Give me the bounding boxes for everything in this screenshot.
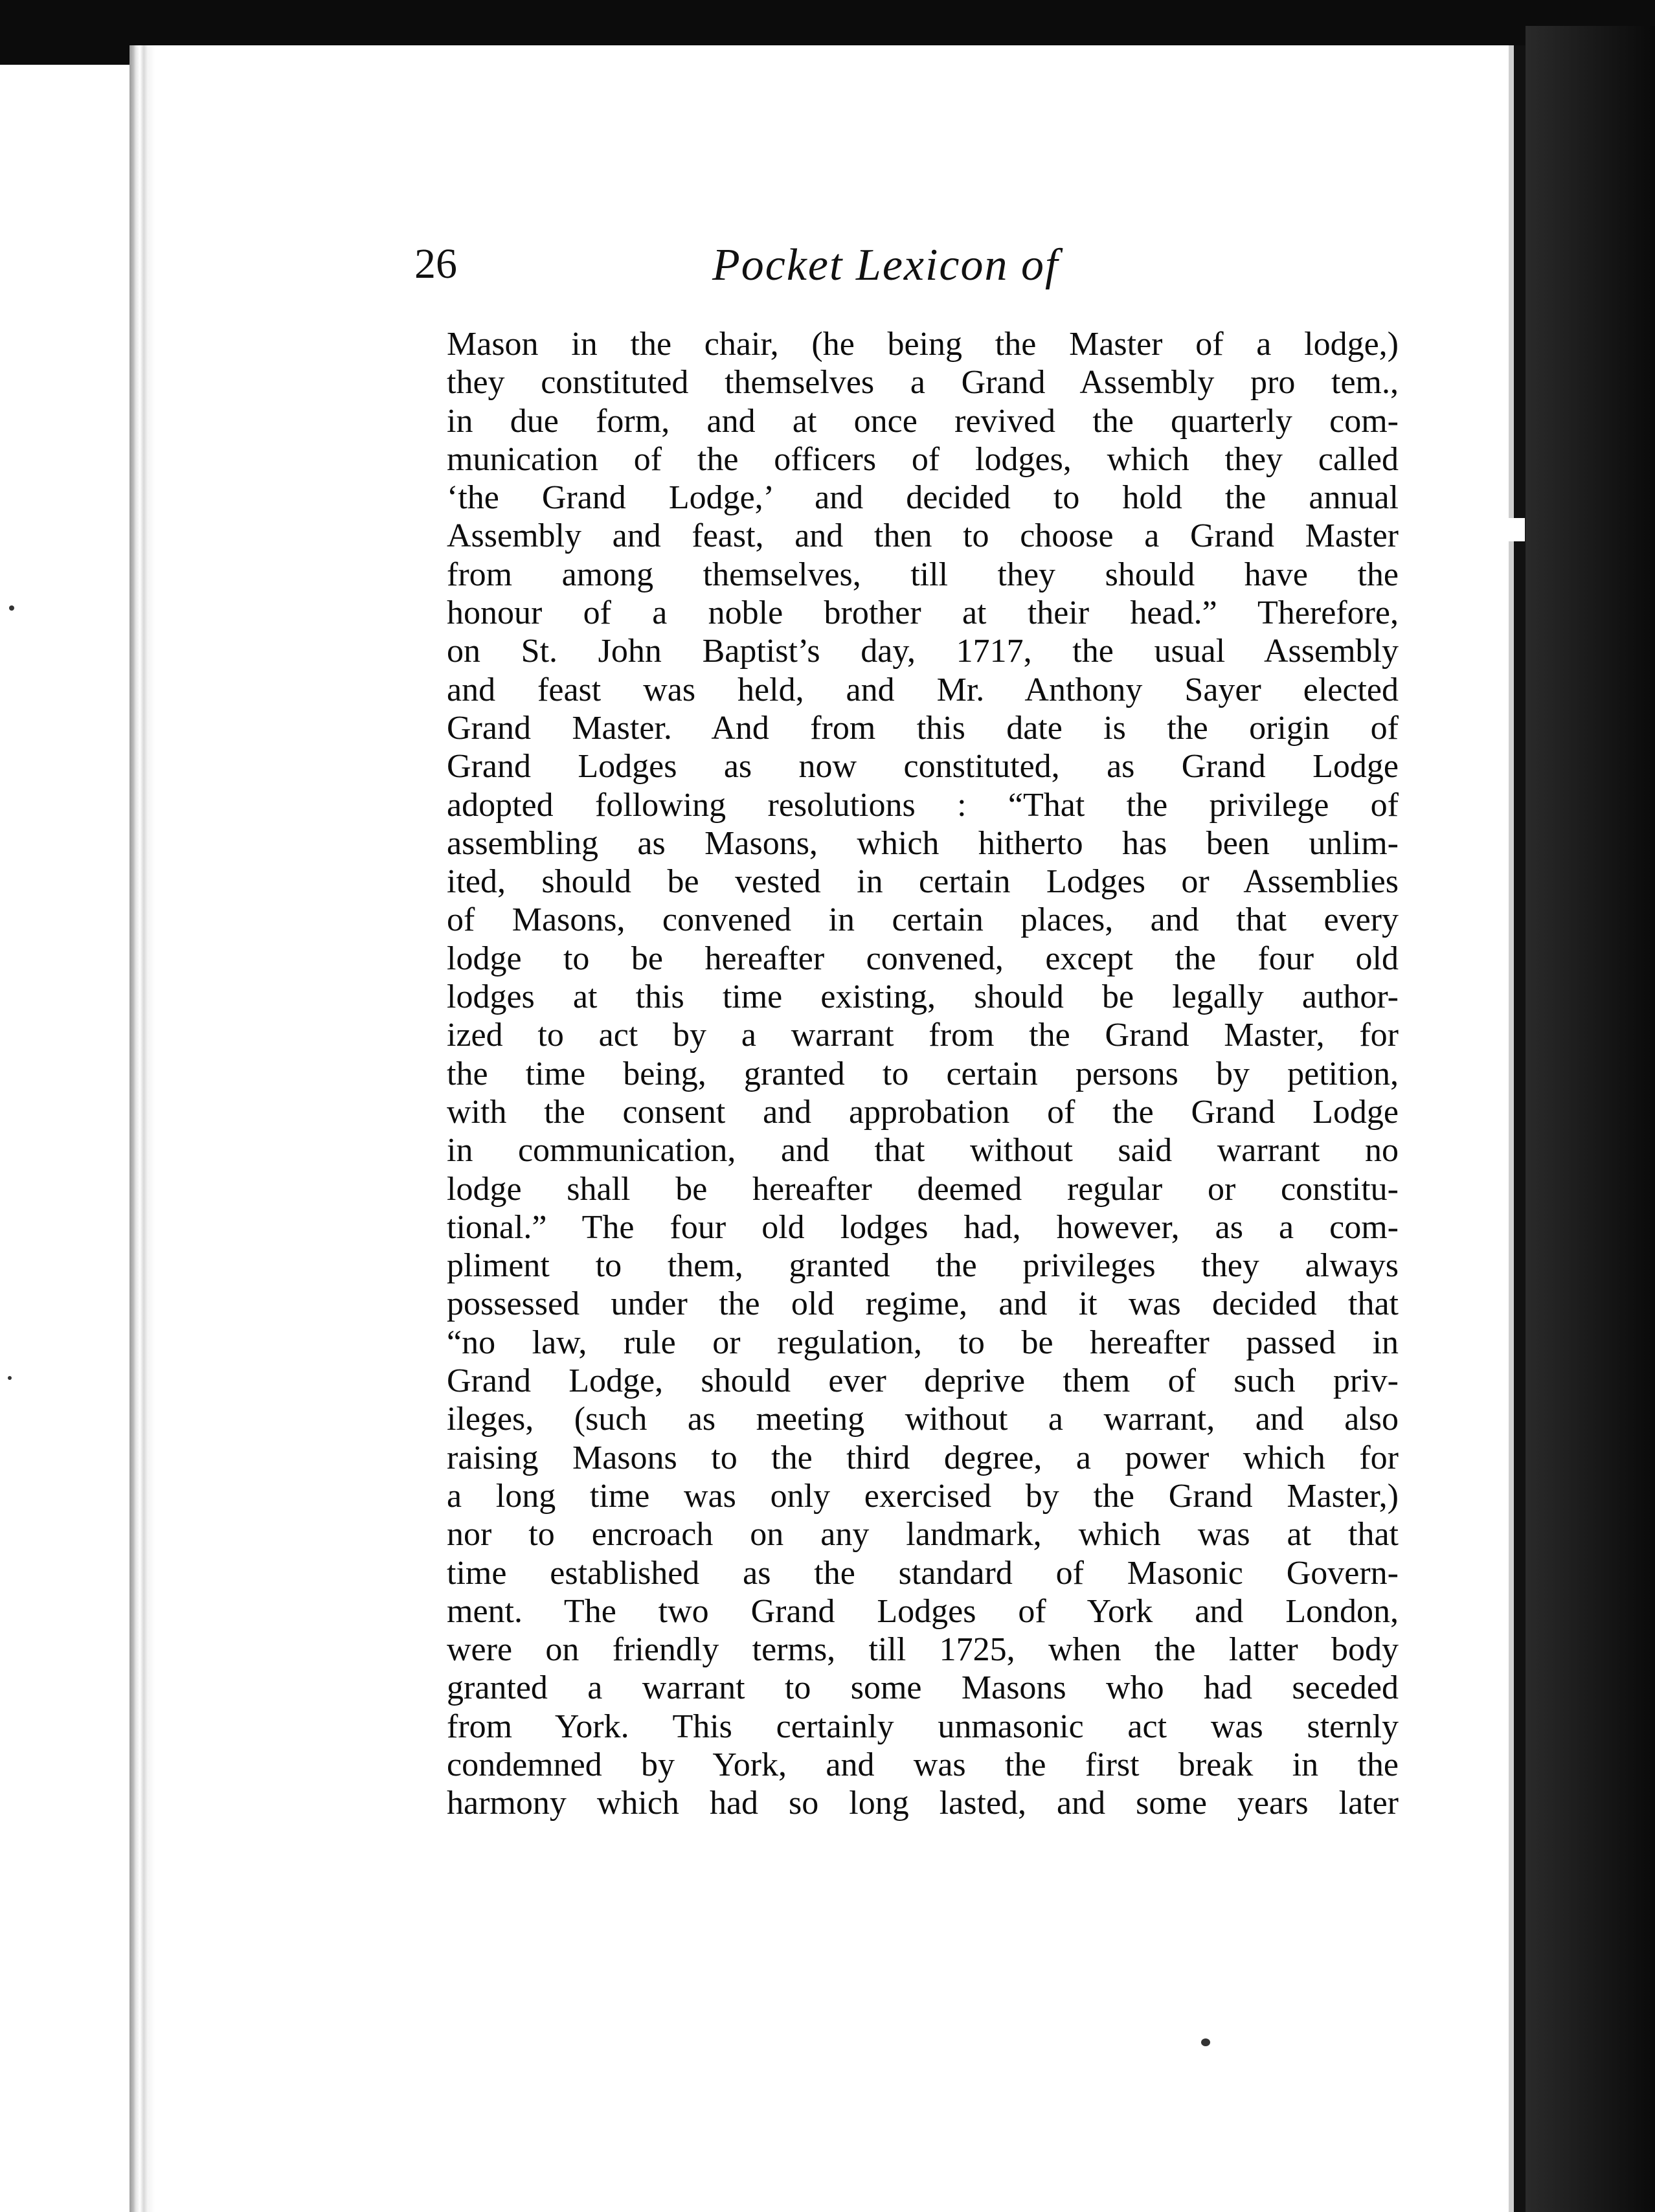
text-line: the time being, granted to certain persons by petition, xyxy=(447,1055,1399,1092)
text-line: Mason in the chair, (he being the Master of a lodge,) xyxy=(447,326,1399,363)
text-line: Assembly and feast, and then to choose a Grand Master xyxy=(447,517,1399,555)
text-line: ileges, (such as meeting without a warrant, and also xyxy=(447,1401,1399,1438)
text-line: in due form, and at once revived the quarterly com- xyxy=(447,402,1399,440)
scan-speck xyxy=(8,1376,12,1380)
scan-right-border xyxy=(1514,45,1526,2212)
text-line: adopted following resolutions : “That the privilege of xyxy=(447,786,1399,824)
text-line: Grand Lodge, should ever deprive them of such priv- xyxy=(447,1362,1399,1400)
text-line: with the consent and approbation of the Grand Lodge xyxy=(447,1093,1399,1131)
text-line: of Masons, convened in certain places, and that every xyxy=(447,901,1399,939)
text-line: condemned by York, and was the first break in the xyxy=(447,1746,1399,1783)
text-line: time established as the standard of Masonic Govern- xyxy=(447,1554,1399,1592)
scan-speck xyxy=(1201,2038,1210,2046)
text-line: tional.” The four old lodges had, however, as a com- xyxy=(447,1208,1399,1246)
text-line: lodge shall be hereafter deemed regular or constitu- xyxy=(447,1170,1399,1208)
text-line: nor to encroach on any landmark, which was at that xyxy=(447,1516,1399,1553)
page-header xyxy=(414,240,1399,304)
running-title: Pocket Lexicon of xyxy=(712,240,1059,290)
text-line: ized to act by a warrant from the Grand Master, for xyxy=(447,1017,1399,1054)
text-line: lodge to be hereafter convened, except the four old xyxy=(447,940,1399,977)
scan-speck xyxy=(9,605,14,611)
text-line: from York. This certainly unmasonic act was sternly xyxy=(447,1708,1399,1745)
text-line: from among themselves, till they should have the xyxy=(447,556,1399,593)
text-line: raising Masons to the third degree, a power which for xyxy=(447,1439,1399,1476)
text-line: in communication, and that without said warrant no xyxy=(447,1132,1399,1169)
text-line: Grand Lodges as now constituted, as Grand Lodge xyxy=(447,748,1399,785)
text-line: assembling as Masons, which hitherto has been unlim- xyxy=(447,824,1399,862)
text-line: “no law, rule or regulation, to be hereafter passed in xyxy=(447,1324,1399,1361)
text-line: on St. John Baptist’s day, 1717, the usual Assembly xyxy=(447,633,1399,670)
text-line: ited, should be vested in certain Lodges or Assemblies xyxy=(447,863,1399,901)
page-edge-shadow xyxy=(1509,45,1514,2212)
body-text xyxy=(447,325,1399,1823)
text-line: they constituted themselves a Grand Assembly pro tem., xyxy=(447,364,1399,401)
text-line: ment. The two Grand Lodges of York and London, xyxy=(447,1592,1399,1630)
border-notch xyxy=(1505,518,1525,541)
text-line: pliment to them, granted the privileges they always xyxy=(447,1247,1399,1285)
text-line: lodges at this time existing, should be legally author- xyxy=(447,978,1399,1016)
text-line: harmony which had so long lasted, and some years later xyxy=(447,1785,1399,1822)
text-line: honour of a noble brother at their head.” Therefore, xyxy=(447,594,1399,632)
text-line: a long time was only exercised by the Grand Master,) xyxy=(447,1477,1399,1515)
text-line: possessed under the old regime, and it was decided that xyxy=(447,1285,1399,1323)
text-line: ‘the Grand Lodge,’ and decided to hold the annual xyxy=(447,479,1399,517)
text-line: and feast was held, and Mr. Anthony Sayer elected xyxy=(447,671,1399,708)
text-line: granted a warrant to some Masons who had seceded xyxy=(447,1669,1399,1707)
page-number: 26 xyxy=(414,240,457,288)
text-line: were on friendly terms, till 1725, when the latter body xyxy=(447,1631,1399,1669)
text-line: munication of the officers of lodges, which they called xyxy=(447,440,1399,478)
text-line: Grand Master. And from this date is the origin of xyxy=(447,709,1399,747)
page-gutter-edge xyxy=(129,45,155,2212)
scan-dark-margin xyxy=(1526,26,1655,2212)
